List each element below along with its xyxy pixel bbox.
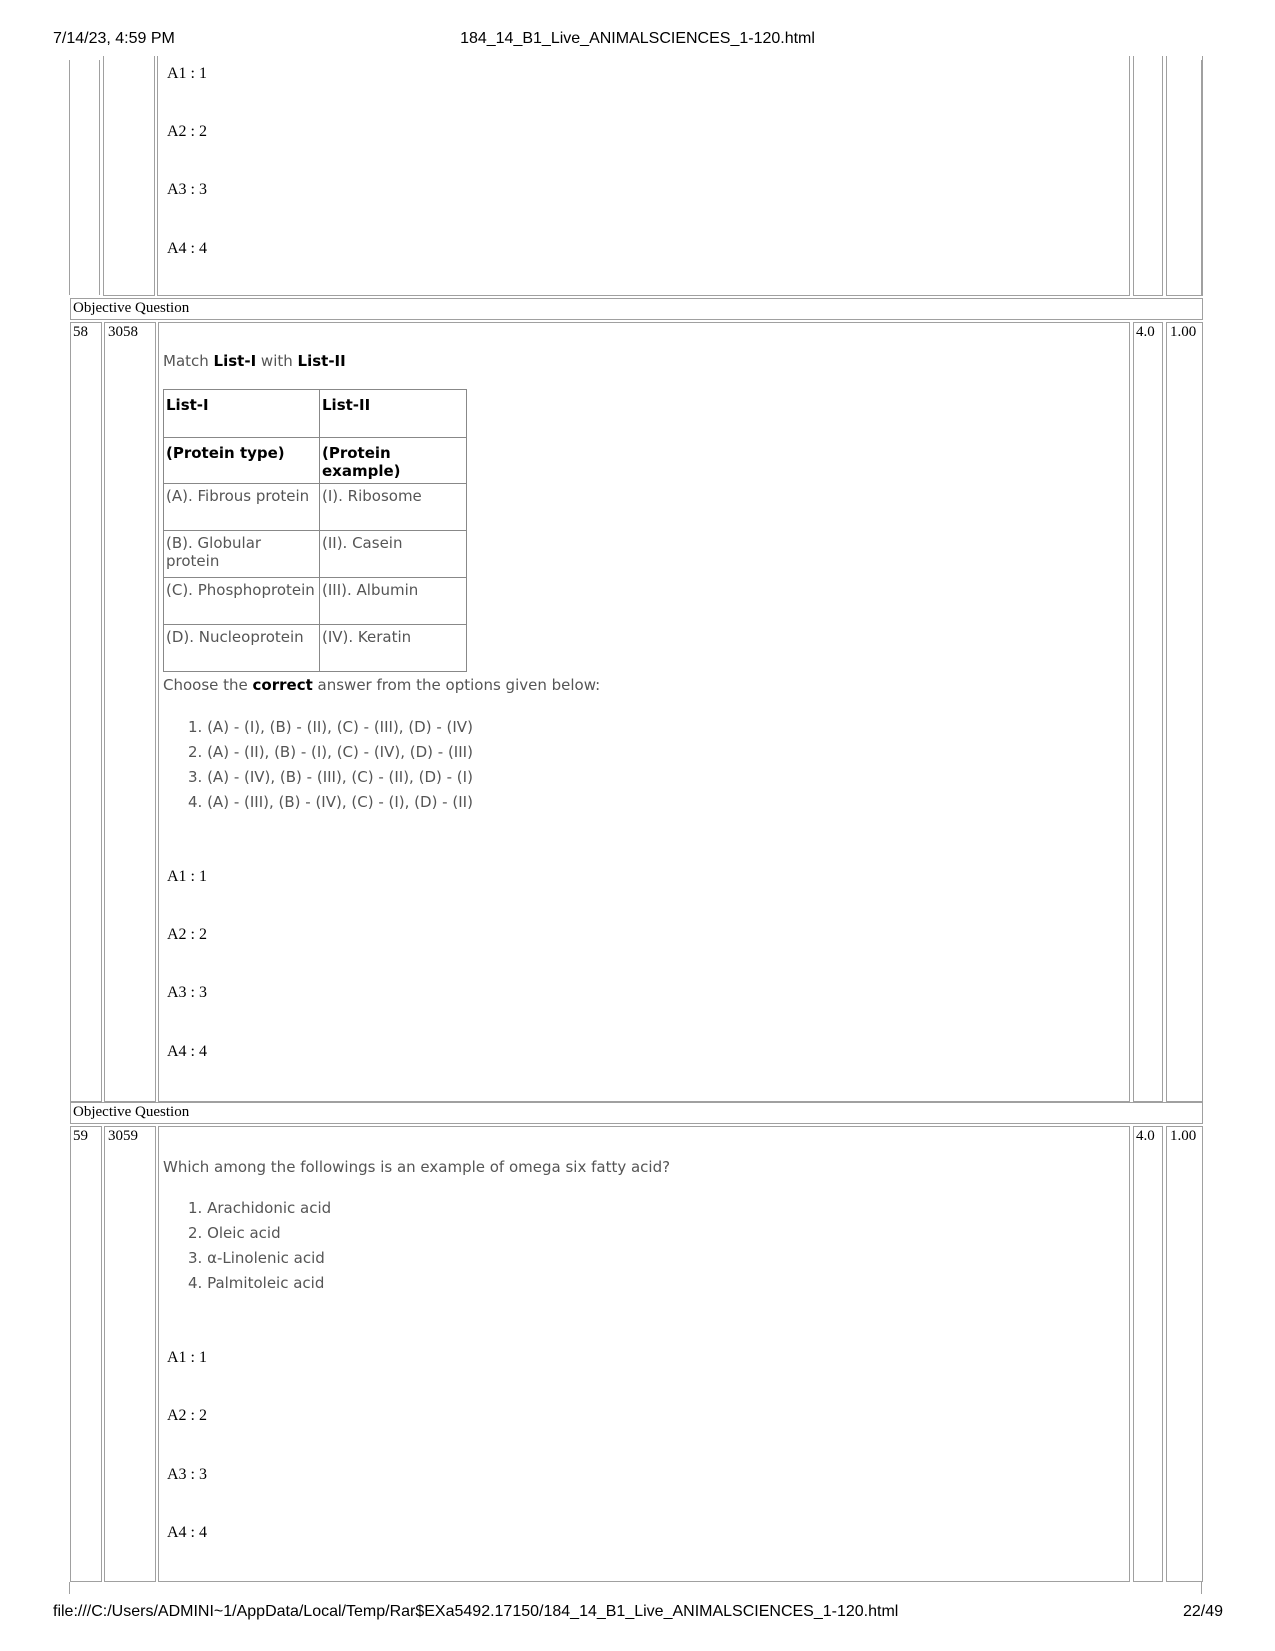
id-cell [104,322,156,1102]
frame-line [1201,1582,1202,1594]
options-list [188,1196,331,1296]
answer-option: A1 : 1 [167,65,207,82]
print-title: 184_14_B1_Live_ANIMALSCIENCES_1-120.html [460,30,815,47]
print-file-path: file:///C:/Users/ADMINI~1/AppData/Local/Temp/Rar$EXa5492.17150/184_14_B1_Live_ANIMALSCIENCES_1-120.html [53,1603,899,1620]
number-cell [70,1126,102,1582]
option-item: 1. Arachidonic acid [188,1199,332,1217]
match-subheader: (Protein type) [164,438,320,484]
question-id: 3059 [108,1128,138,1144]
answer-option: A3 : 3 [167,181,207,198]
match-cell: (C). Phosphoprotein [164,578,320,625]
question-number: 58 [73,324,88,340]
question-cell [157,56,1130,296]
option-item: 3. α-Linolenic acid [188,1249,325,1267]
option-item: 1. (A) - (I), (B) - (II), (C) - (III), (D) - (IV) [188,718,473,736]
id-cell [104,1126,156,1582]
answer-option: A4 : 4 [167,240,207,257]
number-cell [70,322,102,1102]
negative-cell [1166,56,1203,296]
negative-cell [1166,322,1203,1102]
options-list [188,715,473,815]
frame-line [69,1582,70,1594]
match-header: List-II [320,390,467,438]
match-cell: (I). Ribosome [320,484,467,531]
option-item: 4. (A) - (III), (B) - (IV), (C) - (I), (D) - (II) [188,793,473,811]
answer-option: A4 : 4 [167,1524,207,1541]
match-cell: (B). Globular protein [164,531,320,578]
match-cell: (II). Casein [320,531,467,578]
match-header: List-I [164,390,320,438]
frame-line [99,60,100,295]
negative-marks: 1.00 [1170,1128,1197,1144]
id-cell [103,56,155,296]
choose-instruction: Choose the correct answer from the options given below: [163,676,601,694]
marks-cell [1133,322,1163,1102]
question-marks: 4.0 [1136,1128,1155,1144]
question-number: 59 [73,1128,88,1144]
match-cell: (D). Nucleoprotein [164,625,320,672]
section-label: Objective Question [73,1104,190,1120]
option-item: 3. (A) - (IV), (B) - (III), (C) - (II), (D) - (I) [188,768,473,786]
answer-option: A1 : 1 [167,868,207,885]
section-row [70,1102,1203,1124]
answer-option: A3 : 3 [167,1466,207,1483]
question-marks: 4.0 [1136,324,1155,340]
match-cell: (A). Fibrous protein [164,484,320,531]
negative-marks: 1.00 [1170,324,1197,340]
question-id: 3058 [108,324,138,340]
answer-option: A4 : 4 [167,1043,207,1060]
answer-option: A3 : 3 [167,984,207,1001]
match-cell: (IV). Keratin [320,625,467,672]
print-datetime: 7/14/23, 4:59 PM [53,30,175,47]
match-subheader: (Protein example) [320,438,467,484]
match-table [163,389,467,672]
marks-cell [1133,56,1163,296]
question-cell [158,1126,1130,1582]
question-prompt: Which among the followings is an example of omega six fatty acid? [163,1158,671,1176]
option-item: 2. Oleic acid [188,1224,281,1242]
answer-option: A2 : 2 [167,926,207,943]
section-row [70,298,1203,320]
question-prompt: Match List-I with List-II [163,352,346,370]
answer-option: A2 : 2 [167,123,207,140]
page-number: 22/49 [1182,1603,1223,1620]
option-item: 4. Palmitoleic acid [188,1274,325,1292]
frame-line [69,60,70,295]
section-label: Objective Question [73,300,190,316]
option-item: 2. (A) - (II), (B) - (I), (C) - (IV), (D) - (III) [188,743,473,761]
answer-option: A2 : 2 [167,1407,207,1424]
marks-cell [1133,1126,1163,1582]
match-cell: (III). Albumin [320,578,467,625]
negative-cell [1166,1126,1203,1582]
answer-option: A1 : 1 [167,1349,207,1366]
